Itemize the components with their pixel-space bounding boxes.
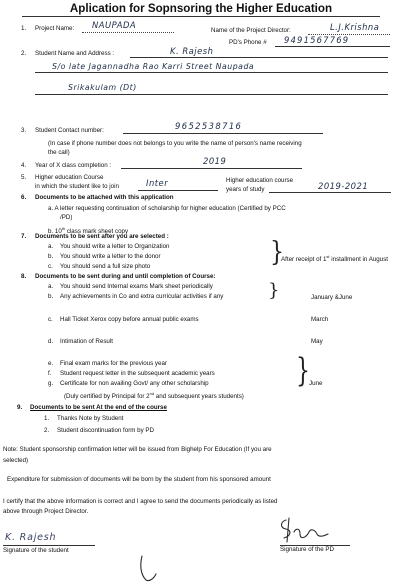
pd-phone-value: 9491567769	[284, 35, 350, 45]
s8-efg-timing: June	[309, 380, 323, 387]
contact-number-line	[123, 133, 323, 134]
title-underline	[22, 16, 380, 17]
address-value-2: Srikakulam (Dt)	[68, 83, 137, 92]
s9-num: 9.	[17, 404, 23, 411]
s8-item-f-marker: f.	[48, 370, 52, 377]
address-value-1: S/o late Jagannadha Rao Karri Street Naupada	[52, 62, 255, 71]
contact-number-label: Student Contact number:	[35, 127, 104, 134]
pd-phone-line	[275, 46, 390, 47]
bottom-pen-stroke	[136, 554, 166, 584]
s7-timing-post: installment in August	[329, 256, 389, 264]
s6-item-a: a. A letter requesting continuation of scholarship for higher education (Certified by PCC	[48, 205, 286, 212]
s7-timing-note	[281, 253, 388, 263]
course-years-value: 2019-2021	[318, 181, 369, 191]
s5-num: 5.	[21, 174, 27, 181]
s8-item-c: Hall Ticket Xerox copy before annual public exams	[60, 316, 199, 323]
s7-timing-sup: st	[326, 254, 330, 259]
s7-heading: Documents to be sent after you are selected :	[35, 233, 169, 240]
project-name-label: Project Name:	[35, 25, 75, 32]
s7-item-a: You should write a letter to Organization	[60, 243, 170, 250]
s9-item-2: Student discontinuation form by PD	[57, 427, 154, 434]
s8-item-c-marker: c.	[48, 316, 53, 323]
s8-item-d-marker: d.	[48, 338, 54, 345]
s7-item-b: You should write a letter to the donor	[60, 253, 161, 260]
student-name-line	[130, 57, 388, 58]
student-signature-line	[3, 545, 95, 546]
s7-item-a-marker: a.	[48, 243, 54, 250]
address-line-1	[35, 72, 388, 73]
s8-item-g-cont-sup: nd	[149, 391, 155, 396]
s8-item-g-cont-post: and subsequent years students)	[154, 393, 244, 401]
course-years-label-1: Higher education course	[226, 177, 294, 184]
certification-line-1: I certify that the above information is correct and I agree to send the documents periodically as listed	[3, 498, 278, 505]
s1-num: 1.	[21, 25, 27, 32]
s8-item-b: Any achievements in Co and extra curricular activities if any	[60, 293, 224, 300]
s8-ab-timing: January &June	[311, 294, 353, 301]
sponsorship-note-cont: selected)	[3, 457, 29, 464]
s6-heading: Documents to be attached with this application	[35, 194, 174, 201]
s8-item-e: Final exam marks for the previous year	[60, 360, 167, 367]
project-name-value: NAUPADA	[92, 20, 137, 30]
contact-note-2: the call)	[48, 149, 70, 156]
higher-course-line	[138, 190, 218, 191]
expenditure-note: Expenditure for submission of documents will be born by the student from his sponsored amount	[7, 476, 271, 483]
higher-course-label-1: Higher education Course	[35, 174, 104, 181]
s8-item-a: You should send Internal exams Mark sheet periodically	[60, 283, 213, 290]
student-signature-label: Signature of the student	[3, 547, 69, 554]
s7-item-b-marker: b.	[48, 253, 54, 260]
s7-item-c: You should send a full size photo	[60, 263, 151, 270]
project-name-line	[82, 32, 174, 33]
x-class-year-value: 2019	[203, 156, 227, 166]
s9-item-1: Thanks Note by Student	[57, 415, 124, 422]
s8-item-a-marker: a.	[48, 283, 54, 290]
s4-num: 4.	[21, 162, 27, 169]
higher-course-value: Inter	[146, 178, 169, 188]
s8-ab-brace: }	[268, 280, 280, 301]
contact-number-value: 9652538716	[175, 121, 243, 131]
course-years-line	[269, 192, 391, 193]
pd-phone-label: PD's Phone #	[229, 39, 267, 46]
s8-item-g-cont	[64, 390, 244, 400]
s8-item-b-marker: b.	[48, 293, 54, 300]
s6-item-b-prefix: b. 10	[48, 228, 62, 236]
project-director-label: Name of the Project Director:	[211, 27, 291, 34]
x-class-year-line	[121, 168, 302, 169]
s8-heading: Documents to be sent during and until completion of Course:	[35, 273, 216, 280]
address-line-2	[35, 94, 388, 95]
s8-num: 8.	[21, 273, 27, 280]
s7-num: 7.	[21, 233, 27, 240]
pd-signature-mark	[276, 514, 336, 548]
student-name-label: Student Name and Address :	[35, 50, 115, 57]
s6-item-b-sup: th	[61, 226, 66, 231]
contact-note-1: (In case if phone number does not belongs to you write the name of person's name receiving	[48, 140, 302, 147]
s6-item-b-rest: class mark sheet copy	[65, 228, 129, 236]
pd-signature-label: Signature of the PD	[280, 546, 335, 553]
s8-efg-brace: }	[296, 352, 310, 390]
s8-item-g: Certificate for non availing Govt/ any other scholarship	[60, 380, 209, 387]
s8-d-timing: May	[311, 338, 323, 345]
s6-item-a-cont: /PD)	[60, 214, 73, 221]
s7-brace: }	[270, 236, 284, 268]
page-title: Aplication for Sopnsoring the Higher Education	[69, 2, 333, 15]
project-director-value: L.J.Krishna	[330, 22, 380, 32]
student-signature: K. Rajesh	[5, 532, 57, 543]
s7-timing-pre: After receipt of 1	[281, 256, 327, 264]
s9-item-1-marker: 1.	[44, 415, 50, 422]
s3-num: 3.	[21, 127, 27, 134]
s6-num: 6.	[21, 194, 27, 201]
sponsorship-note: Note: Student sponsorship confirmation letter will be issued from Bighelp For Education (If you are	[3, 446, 272, 453]
s2-num: 2.	[21, 50, 27, 57]
s8-item-d: Intimation of Result	[60, 338, 113, 345]
student-name-value: K. Rajesh	[170, 46, 214, 56]
x-class-year-label: Year of X class completion :	[35, 162, 112, 169]
s8-item-g-marker: g.	[48, 380, 54, 387]
s8-item-f: Student request letter in the subsequent academic years	[60, 370, 215, 377]
s8-item-e-marker: e.	[48, 360, 54, 367]
s7-item-c-marker: c.	[48, 263, 53, 270]
certification-line-2: above through Project Director.	[3, 508, 89, 515]
s8-item-g-cont-pre: (Duly certified by Principal for 2	[64, 393, 150, 401]
s9-heading: Documents to be sent At the end of the course	[30, 404, 167, 411]
higher-course-label-2: in which the student like to join	[35, 183, 119, 190]
course-years-label-2: years of study	[226, 186, 265, 193]
s8-c-timing: March	[311, 316, 329, 323]
s9-item-2-marker: 2.	[44, 427, 50, 434]
